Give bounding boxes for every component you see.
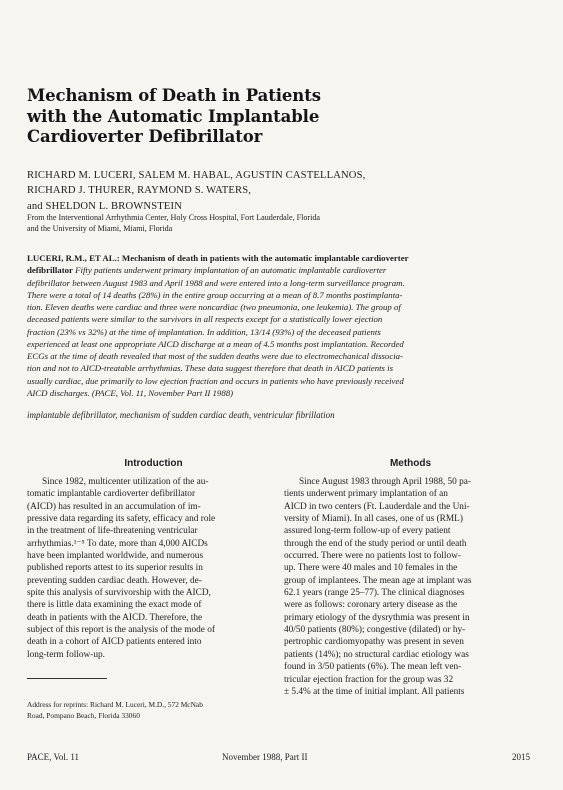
footnote-divider — [27, 678, 107, 679]
body-line: subject of this report is the analysis of the mode of — [27, 625, 215, 636]
body-line: arrhythmias.¹⁻⁵ To date, more than 4,000 AICDs — [27, 538, 208, 549]
body-line: there is little data examining the exact mode of — [27, 600, 202, 611]
affiliation-line: From the Interventional Arrhythmia Center, Holy Cross Hospital, Fort Lauderdale, Florida — [27, 213, 321, 222]
author-line: RICHARD M. LUCERI, SALEM M. HABAL, AGUSTIN CASTELLANOS, — [27, 170, 366, 181]
keywords: implantable defibrillator, mechanism of sudden cardiac death, ventricular fibrillation — [27, 410, 335, 420]
body-line: published reports attest to its superior results in — [27, 563, 203, 574]
body-line: AICD in two centers (Ft. Lauderdale and the Uni- — [284, 501, 470, 512]
abstract-line — [27, 301, 537, 313]
body-line: were as follows: coronary artery disease as the — [284, 600, 458, 611]
body-line: in the treatment of life-threatening ventricular — [27, 526, 198, 537]
body-line: patients (14%); no structural cardiac etiology was — [284, 649, 469, 660]
body-line: preventing sudden cardiac death. However, de- — [27, 575, 202, 586]
body-line: found in 3/50 patients (6%). The mean left ven- — [284, 662, 462, 673]
affiliation — [27, 212, 547, 235]
body-line: occurred. There were no patients lost to follow- — [284, 551, 461, 562]
abstract-line — [27, 326, 537, 338]
abstract-line — [27, 252, 537, 264]
body-line: long-term follow-up. — [27, 649, 105, 660]
article-title — [27, 86, 527, 148]
body-line: Since 1982, multicenter utilization of the au- — [42, 477, 209, 487]
author-line: and SHELDON L. BROWNSTEIN — [27, 200, 182, 212]
abstract-line — [27, 313, 537, 325]
body-line: pressive data regarding its safety, efficacy and role — [27, 514, 216, 525]
body-line: ± 5.4% at the time of initial implant. All patients — [284, 686, 465, 697]
body-line: up. There were 40 males and 10 females in the — [284, 563, 458, 574]
abstract-line — [27, 375, 537, 387]
methods-heading: Methods — [389, 458, 432, 469]
abstract-citation: LUCERI, R.M., ET AL.: Mechanism of death in patients with the automatic implantable cardioverter — [27, 253, 409, 263]
abstract-text: There were a total of 14 deaths (28%) in the entire group occurring at a mean of 8.7 months postimplanta- — [27, 289, 403, 300]
methods-body — [284, 476, 537, 698]
body-line: primary etiology of the dysrythmia was present in — [284, 612, 470, 623]
author-list — [27, 168, 547, 214]
title-line: Mechanism of Death in Patients — [27, 86, 321, 105]
footer-date: November 1988, Part II — [222, 752, 308, 762]
body-line: tients underwent primary implantation of an — [284, 489, 448, 500]
body-line: group of implantees. The mean age at implant was — [284, 575, 472, 586]
abstract-text: fraction (23% vs 32%) at the time of implantation. In addition, 13/14 (93%) of the deceased patients — [27, 326, 381, 337]
abstract-text: usually cardiac, due primarily to low ejection fraction and occurs in patients who have previously received — [27, 375, 404, 386]
body-line: 40/50 patients (80%); congestive (dilated) or hy- — [284, 625, 466, 636]
body-line: assured long-term follow-up of every patient — [284, 526, 451, 537]
abstract-text: deceased patients were similar to the survivors in all respects except for a statistically lower ejection — [27, 314, 383, 325]
body-line: versity of Miami). In all cases, one of us (RML) — [284, 514, 463, 525]
title-line: Cardioverter Defibrillator — [27, 127, 263, 146]
abstract-title-cont: defibrillator — [27, 265, 73, 276]
page-number: 2015 — [512, 752, 530, 762]
abstract-line — [27, 350, 537, 362]
abstract-text: defibrillator between August 1983 and April 1988 and were entered into a long-term surveillance program. — [27, 277, 405, 288]
body-line: pertrophic cardiomyopathy was present in seven — [284, 637, 464, 648]
abstract-text: AICD discharges. (PACE, Vol. 11, November Part II 1988) — [27, 387, 234, 398]
reprint-footnote — [27, 700, 280, 721]
abstract-line — [27, 264, 537, 276]
footnote-line: Address for reprints: Richard M. Luceri, M.D., 572 McNab — [27, 700, 203, 709]
body-line: Since August 1983 through April 1988, 50 pa- — [299, 477, 471, 487]
footer-journal: PACE, Vol. 11 — [27, 752, 80, 762]
abstract-text: ECGs at the time of death revealed that most of the sudden deaths were due to electromechanical dissocia- — [27, 351, 403, 361]
abstract-text: tion and not to AICD-treatable arrhythmias. These data suggest therefore that death in AICD patients is — [27, 363, 394, 374]
abstract-text: tion. Eleven deaths were cardiac and three were noncardiac (two pneumonia, one leukemia). The group of — [27, 302, 401, 312]
body-line: spite this analysis of survivorship with the AICD, — [27, 588, 211, 599]
footnote-line: Road, Pompano Beach, Florida 33060 — [27, 710, 140, 720]
introduction-heading: Introduction — [124, 458, 183, 469]
body-line: death in patients with the AICD. Therefore, the — [27, 612, 203, 623]
abstract — [27, 252, 537, 399]
abstract-line — [27, 387, 537, 399]
introduction-body — [27, 476, 280, 661]
body-line: have been implanted worldwide, and numerous — [27, 551, 204, 562]
affiliation-line: and the University of Miami, Miami, Florida — [27, 224, 173, 234]
abstract-line — [27, 277, 537, 289]
abstract-line — [27, 362, 537, 374]
body-line: through the end of the study period or until death — [284, 538, 467, 549]
abstract-text: Fifty patients underwent primary implantation of an automatic implantable cardioverter — [75, 265, 387, 276]
body-line: death in a cohort of AICD patients entered into — [27, 637, 202, 648]
body-line: tricular ejection fraction for the group was 32 — [284, 674, 454, 685]
title-line: with the Automatic Implantable — [27, 106, 320, 126]
body-line: 62.1 years (range 25–77). The clinical diagnoses — [284, 588, 465, 599]
abstract-text: experienced at least one appropriate AICD discharge at a mean of 4.5 months post implantation. Recorded — [27, 338, 404, 349]
body-line: (AICD) has resulted in an accumulation of im- — [27, 501, 201, 512]
abstract-line — [27, 338, 537, 350]
author-line: RICHARD J. THURER, RAYMOND S. WATERS, — [27, 185, 252, 197]
body-line: tomatic implantable cardioverter defibrillator — [27, 489, 196, 500]
abstract-line — [27, 289, 537, 301]
